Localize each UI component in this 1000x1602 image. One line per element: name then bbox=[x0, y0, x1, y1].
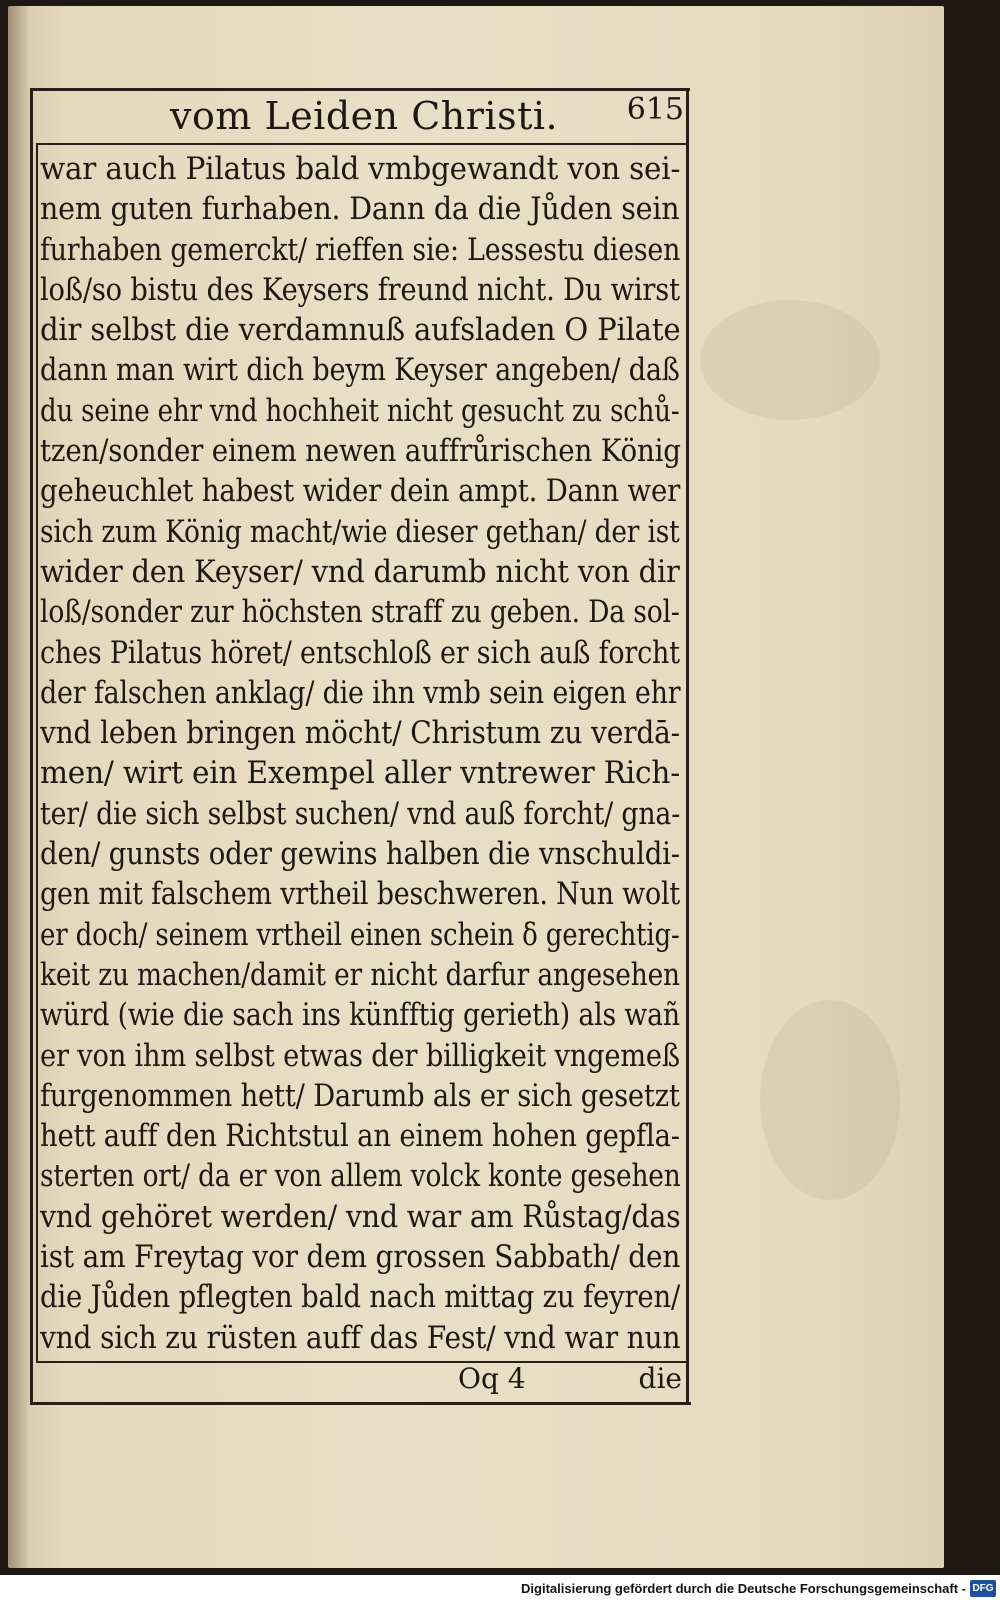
paper-stain bbox=[760, 1000, 900, 1200]
text-line: sich zum König macht/wie dieser gethan/ der ist bbox=[40, 514, 680, 550]
paper-stain bbox=[700, 300, 880, 420]
dfg-logo-icon: DFG bbox=[970, 1580, 996, 1597]
text-line: loß/so bistu des Keysers freund nicht. Du wirst bbox=[40, 272, 680, 308]
text-line: würd (wie die sach ins künfftig gerieth) als wañ bbox=[40, 998, 680, 1034]
text-line: keit zu machen/damit er nicht darfur angesehen bbox=[40, 957, 680, 993]
text-line: hett auff den Richtstul an einem hohen gepfla- bbox=[40, 1119, 680, 1155]
text-line: furgenommen hett/ Darumb als er sich gesetzt bbox=[40, 1078, 680, 1114]
text-line: ches Pilatus höret/ entschloß er sich auß forcht bbox=[40, 635, 680, 671]
body-text bbox=[40, 150, 682, 1359]
text-line: er von ihm selbst etwas der billigkeit vngemeß bbox=[40, 1038, 680, 1074]
text-line: tzen/sonder einem newen auffrůrischen König bbox=[40, 434, 681, 470]
gutter-shadow bbox=[8, 6, 30, 1568]
text-line: gen mit falschem vrtheil beschweren. Nun wolt bbox=[40, 877, 681, 913]
running-head: vom Leiden Christi. bbox=[170, 94, 559, 138]
text-line: die Jůden pflegten bald nach mittag zu feyren/ bbox=[40, 1280, 681, 1316]
text-line: den/ gunsts oder gewins halben die vnschuldi- bbox=[40, 837, 680, 873]
text-line: men/ wirt ein Exempel aller vntrewer Rich- bbox=[40, 756, 680, 792]
catchword: die bbox=[638, 1362, 682, 1395]
text-line: geheuchlet habest wider dein ampt. Dann wer bbox=[40, 474, 681, 510]
text-line: furhaben gemerckt/ rieffen sie: Lessestu diesen bbox=[40, 232, 681, 268]
text-line: nem guten furhaben. Dann da die Jůden sein bbox=[40, 192, 680, 228]
text-line: vnd leben bringen möcht/ Christum zu verdā- bbox=[40, 716, 680, 752]
text-line: der falschen anklag/ die ihn vmb sein eigen ehr bbox=[40, 675, 681, 711]
text-line: vnd gehöret werden/ vnd war am Růstag/das bbox=[40, 1199, 681, 1235]
text-line: dir selbst die verdamnuß aufsladen O Pilate bbox=[40, 313, 681, 349]
text-line: loß/sonder zur höchsten straff zu geben. Da sol- bbox=[40, 595, 680, 631]
text-line: ter/ die sich selbst suchen/ vnd auß forcht/ gna- bbox=[40, 796, 681, 832]
text-line: er doch/ seinem vrtheil einen schein ẟ gerechtig- bbox=[40, 917, 680, 953]
text-line: ist am Freytag vor dem grossen Sabbath/ den bbox=[40, 1240, 681, 1276]
text-line: sterten ort/ da er von allem volck konte gesehen bbox=[40, 1159, 681, 1195]
text-line: war auch Pilatus bald vmbgewandt von sei- bbox=[40, 152, 681, 187]
funding-credit: Digitalisierung gefördert durch die Deutsche Forschungsgemeinschaft - bbox=[521, 1581, 966, 1596]
text-line: vnd sich zu rüsten auff das Fest/ vnd war nun bbox=[40, 1320, 681, 1356]
text-line: wider den Keyser/ vnd darumb nicht von dir bbox=[40, 554, 680, 590]
text-line: du seine ehr vnd hochheit nicht gesucht zu schů- bbox=[40, 393, 680, 429]
signature-mark: Oq 4 bbox=[458, 1362, 526, 1395]
page-number: 615 bbox=[626, 92, 684, 127]
text-line: dann man wirt dich beym Keyser angeben/ daß bbox=[40, 353, 680, 389]
